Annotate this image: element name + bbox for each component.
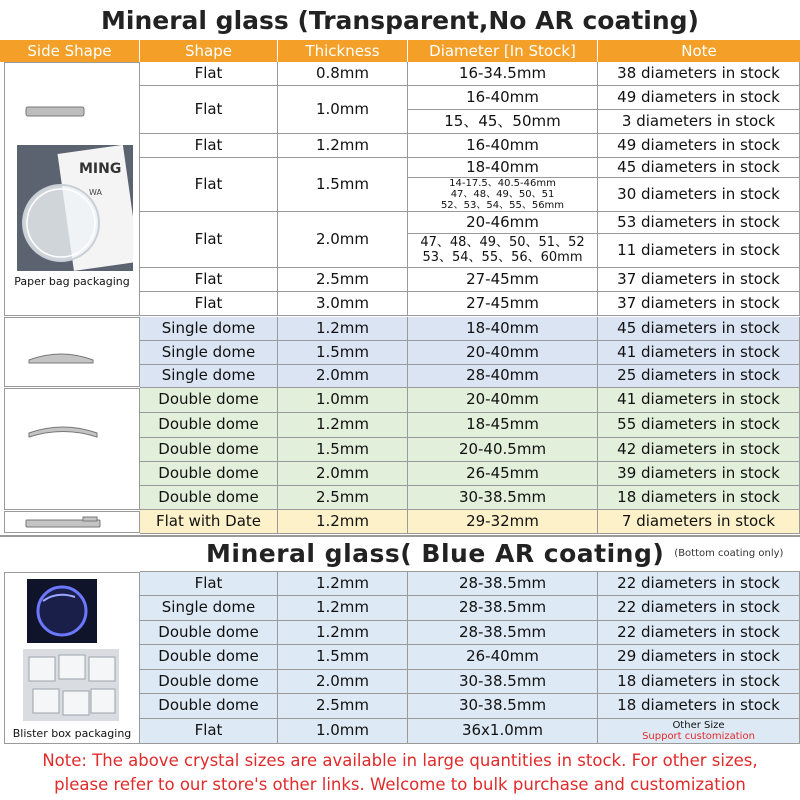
double-dome-icon — [27, 419, 99, 443]
header-thickness: Thickness — [278, 40, 408, 62]
row-shape: Single dome — [140, 596, 278, 621]
side-shape-single-dome-cell — [4, 317, 140, 387]
row-note: 22 diameters in stock — [598, 572, 800, 596]
header-diameter: Diameter [In Stock] — [408, 40, 598, 62]
row-thickness: 2.5mm — [278, 694, 408, 719]
row-shape: Double dome — [140, 438, 278, 462]
row-thickness: 2.0mm — [278, 462, 408, 486]
diameter-line: 47、48、49、50、51、52 — [420, 234, 585, 250]
row-thickness: 1.5mm — [278, 438, 408, 462]
side-shape-double-dome-cell — [4, 388, 140, 510]
row-thickness: 1.2mm — [278, 413, 408, 438]
row-note: 37 diameters in stock — [598, 292, 800, 316]
row-note: 45 diameters in stock — [598, 158, 800, 178]
row-shape: Single dome — [140, 341, 278, 365]
section2-title-bar — [140, 536, 800, 572]
row-note: 7 diameters in stock — [598, 510, 800, 534]
row-thickness: 2.0mm — [278, 670, 408, 694]
row-note: 18 diameters in stock — [598, 694, 800, 719]
row-shape: Flat — [140, 86, 278, 134]
row-thickness: 2.0mm — [278, 212, 408, 268]
row-thickness: 1.0mm — [278, 719, 408, 744]
row-diameter: 16-40mm — [408, 86, 598, 110]
row-diameter: 26-40mm — [408, 645, 598, 670]
row-diameter: 26-45mm — [408, 462, 598, 486]
row-note-custom — [598, 719, 800, 744]
row-thickness: 2.0mm — [278, 365, 408, 388]
side-shape-flat-date-cell — [4, 511, 140, 533]
row-shape: Double dome — [140, 670, 278, 694]
row-note: 41 diameters in stock — [598, 341, 800, 365]
row-shape: Double dome — [140, 621, 278, 645]
row-note: 25 diameters in stock — [598, 365, 800, 388]
row-shape: Flat — [140, 719, 278, 744]
diameter-line: 14-17.5、40.5-46mm — [449, 178, 556, 189]
row-note: 45 diameters in stock — [598, 317, 800, 341]
row-diameter: 20-46mm — [408, 212, 598, 234]
row-diameter: 28-38.5mm — [408, 596, 598, 621]
row-note: 18 diameters in stock — [598, 486, 800, 510]
header-side-shape: Side Shape — [0, 40, 140, 62]
row-thickness: 1.2mm — [278, 596, 408, 621]
row-shape: Single dome — [140, 365, 278, 388]
bag-small-text: WA — [89, 188, 102, 197]
row-shape: Flat — [140, 292, 278, 316]
row-diameter: 18-40mm — [408, 317, 598, 341]
row-note: 49 diameters in stock — [598, 86, 800, 110]
row-diameter: 16-34.5mm — [408, 62, 598, 86]
section2-subtitle: (Bottom coating only) — [674, 548, 784, 559]
row-shape: Single dome — [140, 317, 278, 341]
row-diameter: 20-40.5mm — [408, 438, 598, 462]
row-shape: Double dome — [140, 388, 278, 413]
row-note: 39 diameters in stock — [598, 462, 800, 486]
row-diameter-list — [408, 234, 598, 268]
row-note: 18 diameters in stock — [598, 670, 800, 694]
footer-note-line1: Note: The above crystal sizes are available in large quantities in stock. For other sizes, — [42, 751, 758, 770]
row-shape: Flat — [140, 572, 278, 596]
header-note: Note — [598, 40, 800, 62]
row-shape: Flat — [140, 268, 278, 292]
row-note: 41 diameters in stock — [598, 388, 800, 413]
flat-crystal-icon — [25, 105, 87, 119]
row-diameter: 28-38.5mm — [408, 572, 598, 596]
row-thickness: 1.0mm — [278, 86, 408, 134]
row-note: 22 diameters in stock — [598, 621, 800, 645]
row-note: 42 diameters in stock — [598, 438, 800, 462]
row-shape: Flat — [140, 212, 278, 268]
row-note: 3 diameters in stock — [598, 110, 800, 134]
row-note: 22 diameters in stock — [598, 596, 800, 621]
footer-note — [0, 749, 800, 799]
diameter-line: 47、48、49、50、51 — [450, 189, 555, 200]
row-thickness: 1.2mm — [278, 510, 408, 534]
row-shape: Double dome — [140, 413, 278, 438]
row-shape: Double dome — [140, 645, 278, 670]
row-note: 11 diameters in stock — [598, 234, 800, 268]
row-diameter-list — [408, 178, 598, 212]
note-other-size: Other Size — [672, 719, 725, 731]
row-note: 30 diameters in stock — [598, 178, 800, 212]
blister-box-label: Blister box packaging — [12, 727, 132, 740]
row-thickness: 1.5mm — [278, 158, 408, 212]
row-note: 37 diameters in stock — [598, 268, 800, 292]
row-diameter: 16-40mm — [408, 134, 598, 158]
row-thickness: 2.5mm — [278, 486, 408, 510]
row-note: 53 diameters in stock — [598, 212, 800, 234]
blister-box-photo — [23, 649, 119, 721]
section1-title: Mineral glass (Transparent,No AR coating) — [101, 5, 699, 35]
row-diameter: 20-40mm — [408, 341, 598, 365]
row-diameter: 30-38.5mm — [408, 670, 598, 694]
row-thickness: 1.2mm — [278, 572, 408, 596]
row-shape: Flat — [140, 134, 278, 158]
header-shape: Shape — [140, 40, 278, 62]
row-diameter: 15、45、50mm — [408, 110, 598, 134]
blue-ar-crystal-photo — [27, 579, 97, 643]
flat-date-icon — [25, 516, 105, 530]
row-diameter: 36x1.0mm — [408, 719, 598, 744]
row-note: 38 diameters in stock — [598, 62, 800, 86]
side-shape-flat-cell — [4, 62, 140, 316]
footer-note-line2: please refer to our store's other links. Welcome to bulk purchase and customization — [54, 775, 746, 794]
row-thickness: 1.5mm — [278, 341, 408, 365]
row-thickness: 2.5mm — [278, 268, 408, 292]
single-dome-icon — [27, 344, 95, 366]
row-thickness: 1.2mm — [278, 134, 408, 158]
paper-bag-photo — [17, 145, 133, 271]
row-diameter: 18-40mm — [408, 158, 598, 178]
diameter-line: 53、54、55、56、60mm — [422, 249, 583, 265]
row-diameter: 30-38.5mm — [408, 486, 598, 510]
row-thickness: 3.0mm — [278, 292, 408, 316]
row-thickness: 1.0mm — [278, 388, 408, 413]
row-diameter: 18-45mm — [408, 413, 598, 438]
row-thickness: 0.8mm — [278, 62, 408, 86]
row-shape: Flat — [140, 158, 278, 212]
row-shape: Flat — [140, 62, 278, 86]
row-thickness: 1.2mm — [278, 621, 408, 645]
row-diameter: 28-40mm — [408, 365, 598, 388]
row-diameter: 27-45mm — [408, 292, 598, 316]
row-shape: Double dome — [140, 486, 278, 510]
row-note: 29 diameters in stock — [598, 645, 800, 670]
row-diameter: 27-45mm — [408, 268, 598, 292]
row-shape: Double dome — [140, 694, 278, 719]
row-note: 55 diameters in stock — [598, 413, 800, 438]
row-shape: Double dome — [140, 462, 278, 486]
row-thickness: 1.2mm — [278, 317, 408, 341]
row-diameter: 28-38.5mm — [408, 621, 598, 645]
side-shape-blister-cell — [4, 572, 140, 744]
row-diameter: 29-32mm — [408, 510, 598, 534]
row-shape: Flat with Date — [140, 510, 278, 534]
note-support-customization: Support customization — [642, 731, 755, 742]
diameter-line: 52、53、54、55、56mm — [440, 200, 565, 211]
row-diameter: 30-38.5mm — [408, 694, 598, 719]
paper-bag-label: Paper bag packaging — [14, 275, 130, 288]
row-note: 49 diameters in stock — [598, 134, 800, 158]
row-diameter: 20-40mm — [408, 388, 598, 413]
row-thickness: 1.5mm — [278, 645, 408, 670]
section2-title: Mineral glass( Blue AR coating) — [206, 539, 665, 568]
bag-brand-text: MING — [79, 161, 122, 177]
